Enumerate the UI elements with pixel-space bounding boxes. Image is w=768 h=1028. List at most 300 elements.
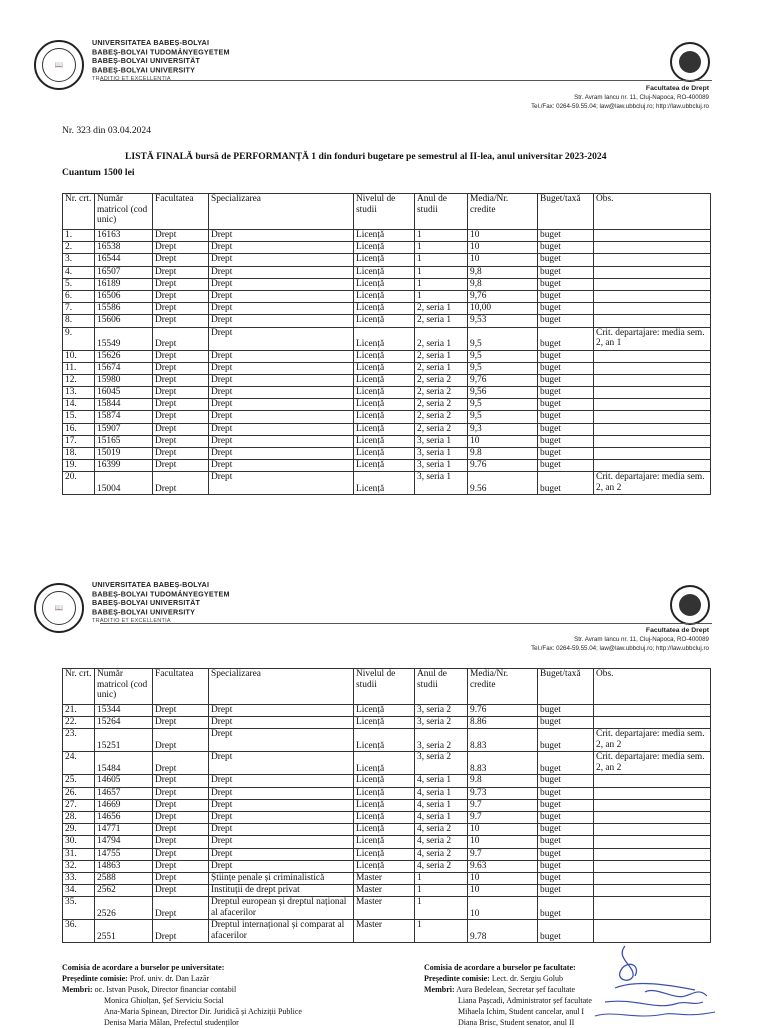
cell-remarks: Crit. departajare: media sem. 2, an 1 bbox=[594, 327, 711, 350]
president-label: Președinte comisie: bbox=[62, 974, 128, 983]
cell-row-number: 6. bbox=[63, 290, 95, 302]
cell-funding: buget bbox=[538, 290, 594, 302]
cell-faculty: Drept bbox=[153, 350, 209, 362]
cell-registration-number: 15674 bbox=[95, 362, 153, 374]
cell-study-year: 1 bbox=[415, 254, 468, 266]
cell-registration-number: 14771 bbox=[95, 824, 153, 836]
cell-funding: buget bbox=[538, 836, 594, 848]
cell-faculty: Drept bbox=[153, 460, 209, 472]
cell-specialization: Drept bbox=[209, 752, 354, 775]
cell-row-number: 2. bbox=[63, 242, 95, 254]
cell-row-number: 18. bbox=[63, 448, 95, 460]
cell-registration-number: 15165 bbox=[95, 435, 153, 447]
header-registration-number: Număr matricol (cod unic) bbox=[95, 669, 153, 705]
cell-grade: 9,5 bbox=[468, 362, 538, 374]
cell-specialization: Drept bbox=[209, 374, 354, 386]
uni-line: BABEȘ-BOLYAI UNIVERSITY bbox=[92, 606, 196, 617]
cell-row-number: 8. bbox=[63, 315, 95, 327]
cell-study-year: 3, seria 2 bbox=[415, 717, 468, 729]
book-emblem-icon: 📖 bbox=[42, 48, 76, 82]
cell-study-level: Licență bbox=[354, 399, 415, 411]
scholarship-table-page-2 bbox=[62, 668, 711, 943]
cell-remarks bbox=[594, 242, 711, 254]
cell-study-level: Licență bbox=[354, 290, 415, 302]
cell-specialization: Drept bbox=[209, 350, 354, 362]
cell-row-number: 12. bbox=[63, 374, 95, 386]
cell-funding: buget bbox=[538, 920, 594, 943]
cell-specialization: Drept bbox=[209, 435, 354, 447]
cell-registration-number: 2588 bbox=[95, 872, 153, 884]
cell-study-level: Licență bbox=[354, 448, 415, 460]
cell-faculty: Drept bbox=[153, 362, 209, 374]
cell-row-number: 17. bbox=[63, 435, 95, 447]
cell-registration-number: 14755 bbox=[95, 848, 153, 860]
table-row bbox=[63, 315, 711, 327]
cell-study-year: 4, seria 2 bbox=[415, 824, 468, 836]
table-row bbox=[63, 872, 711, 884]
cell-study-year: 4, seria 2 bbox=[415, 836, 468, 848]
uni-line: BABEȘ-BOLYAI UNIVERSITÄT bbox=[92, 55, 201, 66]
cell-funding: buget bbox=[538, 254, 594, 266]
cell-grade: 9.76 bbox=[468, 460, 538, 472]
cell-remarks: Crit. departajare: media sem. 2, an 2 bbox=[594, 472, 711, 495]
document-number: Nr. 323 din 03.04.2024 bbox=[62, 125, 152, 136]
cell-funding: buget bbox=[538, 872, 594, 884]
university-logo-page-2 bbox=[34, 583, 84, 633]
faculty-address-block bbox=[531, 84, 709, 111]
cell-funding: buget bbox=[538, 435, 594, 447]
document-title: LISTĂ FINALĂ bursă de PERFORMANȚĂ 1 din fonduri bugetare pe semestrul al II-lea, anul universitar 2023-2024 bbox=[125, 151, 607, 162]
faculty-commission bbox=[424, 962, 592, 1028]
cell-faculty: Drept bbox=[153, 327, 209, 350]
cell-specialization: Dreptul internațional și comparat al afacerilor bbox=[209, 920, 354, 943]
cell-specialization: Dreptul european și dreptul național al afacerilor bbox=[209, 897, 354, 920]
cell-faculty: Drept bbox=[153, 399, 209, 411]
president-name: Lect. dr. Sergiu Golub bbox=[491, 974, 564, 983]
member-name: Aura Bedelean, Secretar șef facultate bbox=[456, 985, 576, 994]
cell-row-number: 28. bbox=[63, 811, 95, 823]
cell-faculty: Drept bbox=[153, 885, 209, 897]
cell-remarks bbox=[594, 872, 711, 884]
cell-study-level: Licență bbox=[354, 362, 415, 374]
cell-specialization: Drept bbox=[209, 824, 354, 836]
cell-specialization: Drept bbox=[209, 460, 354, 472]
cell-funding: buget bbox=[538, 278, 594, 290]
table-row bbox=[63, 897, 711, 920]
cell-registration-number: 2562 bbox=[95, 885, 153, 897]
cell-study-level: Licență bbox=[354, 848, 415, 860]
table-row bbox=[63, 278, 711, 290]
cell-study-level: Licență bbox=[354, 423, 415, 435]
cell-registration-number: 14794 bbox=[95, 836, 153, 848]
cell-remarks: Crit. departajare: media sem. 2, an 2 bbox=[594, 752, 711, 775]
cell-row-number: 3. bbox=[63, 254, 95, 266]
cell-funding: buget bbox=[538, 350, 594, 362]
university-name-block-page-2 bbox=[92, 581, 230, 626]
cell-registration-number: 15344 bbox=[95, 705, 153, 717]
cell-study-year: 4, seria 1 bbox=[415, 787, 468, 799]
cell-study-year: 2, seria 1 bbox=[415, 315, 468, 327]
cell-study-year: 1 bbox=[415, 290, 468, 302]
table-row bbox=[63, 435, 711, 447]
cell-registration-number: 15626 bbox=[95, 350, 153, 362]
cell-study-year: 2, seria 2 bbox=[415, 399, 468, 411]
cell-specialization: Științe penale și criminalistică bbox=[209, 872, 354, 884]
cell-remarks bbox=[594, 374, 711, 386]
cell-faculty: Drept bbox=[153, 315, 209, 327]
cell-specialization: Drept bbox=[209, 836, 354, 848]
cell-grade: 10 bbox=[468, 836, 538, 848]
cell-specialization: Drept bbox=[209, 717, 354, 729]
cell-registration-number: 16189 bbox=[95, 278, 153, 290]
cell-grade: 9,8 bbox=[468, 266, 538, 278]
cell-funding: buget bbox=[538, 848, 594, 860]
cell-specialization: Drept bbox=[209, 775, 354, 787]
cell-registration-number: 15264 bbox=[95, 717, 153, 729]
cell-study-year: 3, seria 1 bbox=[415, 435, 468, 447]
table-row bbox=[63, 327, 711, 350]
cell-study-level: Master bbox=[354, 920, 415, 943]
cell-faculty: Drept bbox=[153, 303, 209, 315]
cell-faculty: Drept bbox=[153, 423, 209, 435]
table-row bbox=[63, 860, 711, 872]
cell-study-level: Licență bbox=[354, 411, 415, 423]
cell-study-level: Licență bbox=[354, 254, 415, 266]
faculty-address: Str. Avram Iancu nr. 11, Cluj-Napoca, RO-400089 bbox=[574, 94, 709, 101]
cell-grade: 9,5 bbox=[468, 399, 538, 411]
cell-registration-number: 16506 bbox=[95, 290, 153, 302]
header-remarks: Obs. bbox=[594, 669, 711, 705]
members-label: Membri: bbox=[424, 985, 455, 994]
cell-remarks bbox=[594, 811, 711, 823]
cell-specialization: Drept bbox=[209, 411, 354, 423]
cell-study-level: Licență bbox=[354, 303, 415, 315]
cell-specialization: Drept bbox=[209, 448, 354, 460]
cell-study-level: Licență bbox=[354, 374, 415, 386]
cell-faculty: Drept bbox=[153, 836, 209, 848]
cell-specialization: Drept bbox=[209, 315, 354, 327]
cell-study-year: 1 bbox=[415, 920, 468, 943]
uni-line: BABEȘ-BOLYAI TUDOMÁNYEGYETEM bbox=[92, 588, 230, 599]
cell-row-number: 30. bbox=[63, 836, 95, 848]
cell-grade: 8.83 bbox=[468, 752, 538, 775]
cell-grade: 10 bbox=[468, 824, 538, 836]
header-registration-number: Număr matricol (cod unic) bbox=[95, 194, 153, 230]
faculty-name: Facultatea de Drept bbox=[645, 85, 709, 92]
cell-faculty: Drept bbox=[153, 752, 209, 775]
cell-remarks bbox=[594, 836, 711, 848]
cell-study-year: 4, seria 1 bbox=[415, 811, 468, 823]
cell-study-level: Licență bbox=[354, 315, 415, 327]
cell-funding: buget bbox=[538, 460, 594, 472]
table-row bbox=[63, 787, 711, 799]
cell-study-year: 2, seria 1 bbox=[415, 362, 468, 374]
cell-grade: 8.86 bbox=[468, 717, 538, 729]
scholarship-table-page-1 bbox=[62, 193, 711, 495]
cell-study-year: 2, seria 2 bbox=[415, 411, 468, 423]
cell-remarks bbox=[594, 290, 711, 302]
cell-row-number: 10. bbox=[63, 350, 95, 362]
cell-registration-number: 2551 bbox=[95, 920, 153, 943]
cell-specialization: Drept bbox=[209, 303, 354, 315]
cell-study-year: 2, seria 2 bbox=[415, 423, 468, 435]
table-row bbox=[63, 242, 711, 254]
cell-registration-number: 14863 bbox=[95, 860, 153, 872]
header-grade: Media/Nr. credite bbox=[468, 669, 538, 705]
header-row-number: Nr. crt. bbox=[63, 194, 95, 230]
cell-study-year: 4, seria 1 bbox=[415, 799, 468, 811]
cell-study-level: Licență bbox=[354, 472, 415, 495]
cell-registration-number: 16538 bbox=[95, 242, 153, 254]
university-name-block bbox=[92, 39, 230, 84]
member-name: Diana Brisc, Student senator, anul II bbox=[458, 1018, 575, 1027]
cell-specialization: Drept bbox=[209, 266, 354, 278]
cell-specialization: Drept bbox=[209, 787, 354, 799]
cell-study-level: Master bbox=[354, 897, 415, 920]
header-funding: Buget/taxă bbox=[538, 669, 594, 705]
header-study-level: Nivelul de studii bbox=[354, 194, 415, 230]
cell-study-level: Licență bbox=[354, 860, 415, 872]
table-row bbox=[63, 303, 711, 315]
cell-registration-number: 15980 bbox=[95, 374, 153, 386]
cell-study-level: Licență bbox=[354, 266, 415, 278]
cell-funding: buget bbox=[538, 811, 594, 823]
cell-grade: 10 bbox=[468, 872, 538, 884]
cell-specialization: Drept bbox=[209, 705, 354, 717]
table-row bbox=[63, 717, 711, 729]
university-commission-title: Comisia de acordare a burselor pe universitate: bbox=[62, 963, 225, 972]
faculty-address-block-page-2 bbox=[531, 626, 709, 653]
cell-grade: 10 bbox=[468, 230, 538, 242]
cell-row-number: 9. bbox=[63, 327, 95, 350]
faculty-contact: Tel./Fax: 0264-59.55.04; law@law.ubbcluj.ro; http://law.ubbcluj.ro bbox=[531, 645, 709, 652]
table-row bbox=[63, 266, 711, 278]
cell-grade: 9.63 bbox=[468, 860, 538, 872]
table-row bbox=[63, 230, 711, 242]
cell-specialization: Drept bbox=[209, 399, 354, 411]
cell-grade: 9.56 bbox=[468, 472, 538, 495]
cell-specialization: Drept bbox=[209, 811, 354, 823]
cell-row-number: 31. bbox=[63, 848, 95, 860]
uni-line: BABEȘ-BOLYAI UNIVERSITÄT bbox=[92, 597, 201, 608]
members-label: Membri: bbox=[62, 985, 93, 994]
cell-study-year: 1 bbox=[415, 897, 468, 920]
cell-specialization: Drept bbox=[209, 242, 354, 254]
header-faculty: Facultatea bbox=[153, 669, 209, 705]
header-study-year: Anul de studii bbox=[415, 194, 468, 230]
cell-funding: buget bbox=[538, 775, 594, 787]
uni-line: BABEȘ-BOLYAI TUDOMÁNYEGYETEM bbox=[92, 46, 230, 57]
handwritten-signature-icon bbox=[575, 940, 725, 1024]
cell-grade: 9,8 bbox=[468, 278, 538, 290]
cell-remarks bbox=[594, 399, 711, 411]
uni-line: UNIVERSITATEA BABEȘ-BOLYAI bbox=[92, 37, 210, 48]
header-faculty: Facultatea bbox=[153, 194, 209, 230]
cell-faculty: Drept bbox=[153, 787, 209, 799]
cell-study-level: Licență bbox=[354, 836, 415, 848]
cell-funding: buget bbox=[538, 242, 594, 254]
cell-remarks bbox=[594, 266, 711, 278]
cell-grade: 9.8 bbox=[468, 448, 538, 460]
cell-registration-number: 15874 bbox=[95, 411, 153, 423]
cell-study-level: Licență bbox=[354, 387, 415, 399]
cell-specialization: Drept bbox=[209, 387, 354, 399]
header-grade: Media/Nr. credite bbox=[468, 194, 538, 230]
cell-faculty: Drept bbox=[153, 824, 209, 836]
cell-funding: buget bbox=[538, 472, 594, 495]
cell-specialization: Drept bbox=[209, 860, 354, 872]
cell-row-number: 13. bbox=[63, 387, 95, 399]
header-study-year: Anul de studii bbox=[415, 669, 468, 705]
university-commission bbox=[62, 962, 302, 1028]
cell-study-year: 3, seria 2 bbox=[415, 705, 468, 717]
cell-funding: buget bbox=[538, 787, 594, 799]
cell-faculty: Drept bbox=[153, 775, 209, 787]
cell-registration-number: 15844 bbox=[95, 399, 153, 411]
cell-study-year: 2, seria 1 bbox=[415, 350, 468, 362]
cell-registration-number: 15606 bbox=[95, 315, 153, 327]
cell-grade: 10 bbox=[468, 254, 538, 266]
cell-faculty: Drept bbox=[153, 472, 209, 495]
cell-grade: 9.8 bbox=[468, 775, 538, 787]
cell-study-level: Master bbox=[354, 885, 415, 897]
cell-remarks bbox=[594, 717, 711, 729]
table-row bbox=[63, 362, 711, 374]
cell-faculty: Drept bbox=[153, 705, 209, 717]
cell-study-year: 3, seria 2 bbox=[415, 729, 468, 752]
table-row bbox=[63, 472, 711, 495]
cell-remarks bbox=[594, 362, 711, 374]
cell-registration-number: 16507 bbox=[95, 266, 153, 278]
cell-faculty: Drept bbox=[153, 848, 209, 860]
table-row bbox=[63, 775, 711, 787]
cell-remarks bbox=[594, 411, 711, 423]
cell-faculty: Drept bbox=[153, 860, 209, 872]
cell-row-number: 26. bbox=[63, 787, 95, 799]
cell-study-level: Licență bbox=[354, 242, 415, 254]
cell-remarks bbox=[594, 278, 711, 290]
cell-row-number: 22. bbox=[63, 717, 95, 729]
faculty-seal-icon bbox=[670, 42, 710, 82]
cell-study-year: 1 bbox=[415, 266, 468, 278]
cell-grade: 10 bbox=[468, 435, 538, 447]
cell-funding: buget bbox=[538, 824, 594, 836]
cell-row-number: 20. bbox=[63, 472, 95, 495]
cell-grade: 9,5 bbox=[468, 411, 538, 423]
cell-funding: buget bbox=[538, 387, 594, 399]
cell-specialization: Drept bbox=[209, 327, 354, 350]
cell-grade: 9.7 bbox=[468, 811, 538, 823]
table-header-row bbox=[63, 194, 711, 230]
scholarship-quantum: Cuantum 1500 lei bbox=[62, 167, 135, 178]
cell-faculty: Drept bbox=[153, 242, 209, 254]
cell-row-number: 11. bbox=[63, 362, 95, 374]
table-row bbox=[63, 799, 711, 811]
cell-grade: 9.76 bbox=[468, 705, 538, 717]
cell-grade: 10 bbox=[468, 885, 538, 897]
cell-funding: buget bbox=[538, 729, 594, 752]
cell-row-number: 33. bbox=[63, 872, 95, 884]
cell-grade: 9,76 bbox=[468, 374, 538, 386]
cell-row-number: 34. bbox=[63, 885, 95, 897]
faculty-commission-title: Comisia de acordare a burselor pe facultate: bbox=[424, 963, 576, 972]
table-row bbox=[63, 705, 711, 717]
cell-faculty: Drept bbox=[153, 374, 209, 386]
cell-registration-number: 14605 bbox=[95, 775, 153, 787]
table-row bbox=[63, 448, 711, 460]
cell-study-level: Licență bbox=[354, 752, 415, 775]
cell-registration-number: 14669 bbox=[95, 799, 153, 811]
cell-faculty: Drept bbox=[153, 387, 209, 399]
cell-faculty: Drept bbox=[153, 897, 209, 920]
cell-faculty: Drept bbox=[153, 254, 209, 266]
cell-specialization: Drept bbox=[209, 472, 354, 495]
cell-remarks bbox=[594, 254, 711, 266]
cell-specialization: Drept bbox=[209, 290, 354, 302]
cell-study-year: 2, seria 2 bbox=[415, 387, 468, 399]
member-name: Ana-Maria Spinean, Director Dir. Juridică și Achiziții Publice bbox=[104, 1007, 302, 1016]
cell-registration-number: 16163 bbox=[95, 230, 153, 242]
cell-registration-number: 16544 bbox=[95, 254, 153, 266]
cell-funding: buget bbox=[538, 362, 594, 374]
cell-study-year: 3, seria 2 bbox=[415, 752, 468, 775]
cell-study-level: Licență bbox=[354, 824, 415, 836]
cell-registration-number: 15586 bbox=[95, 303, 153, 315]
cell-specialization: Drept bbox=[209, 254, 354, 266]
cell-remarks bbox=[594, 387, 711, 399]
header-specialization: Specializarea bbox=[209, 194, 354, 230]
member-name: Liana Pașcadi, Administrator șef facultate bbox=[458, 996, 592, 1005]
cell-row-number: 29. bbox=[63, 824, 95, 836]
cell-funding: buget bbox=[538, 717, 594, 729]
cell-row-number: 19. bbox=[63, 460, 95, 472]
cell-row-number: 7. bbox=[63, 303, 95, 315]
cell-study-year: 4, seria 2 bbox=[415, 848, 468, 860]
cell-grade: 9,5 bbox=[468, 327, 538, 350]
table-row bbox=[63, 374, 711, 386]
cell-grade: 9.73 bbox=[468, 787, 538, 799]
header-study-level: Nivelul de studii bbox=[354, 669, 415, 705]
cell-remarks bbox=[594, 848, 711, 860]
cell-study-year: 1 bbox=[415, 872, 468, 884]
member-name: Mihaela Ichim, Student cancelar, anul I bbox=[458, 1007, 585, 1016]
cell-registration-number: 15019 bbox=[95, 448, 153, 460]
cell-specialization: Drept bbox=[209, 278, 354, 290]
cell-remarks bbox=[594, 435, 711, 447]
table-row bbox=[63, 752, 711, 775]
cell-grade: 10 bbox=[468, 897, 538, 920]
uni-motto: TRADITIO ET EXCELLENTIA bbox=[92, 76, 171, 83]
cell-grade: 9,3 bbox=[468, 423, 538, 435]
cell-funding: buget bbox=[538, 327, 594, 350]
cell-funding: buget bbox=[538, 860, 594, 872]
cell-row-number: 36. bbox=[63, 920, 95, 943]
cell-grade: 9.78 bbox=[468, 920, 538, 943]
member-name: Denisa Maria Mălan, Prefectul studenților bbox=[104, 1018, 239, 1027]
cell-registration-number: 14657 bbox=[95, 787, 153, 799]
cell-row-number: 1. bbox=[63, 230, 95, 242]
cell-funding: buget bbox=[538, 230, 594, 242]
cell-grade: 10 bbox=[468, 242, 538, 254]
university-logo bbox=[34, 40, 84, 90]
cell-specialization: Drept bbox=[209, 799, 354, 811]
cell-faculty: Drept bbox=[153, 729, 209, 752]
cell-row-number: 4. bbox=[63, 266, 95, 278]
table-row bbox=[63, 387, 711, 399]
cell-funding: buget bbox=[538, 266, 594, 278]
cell-grade: 9,5 bbox=[468, 350, 538, 362]
cell-row-number: 25. bbox=[63, 775, 95, 787]
